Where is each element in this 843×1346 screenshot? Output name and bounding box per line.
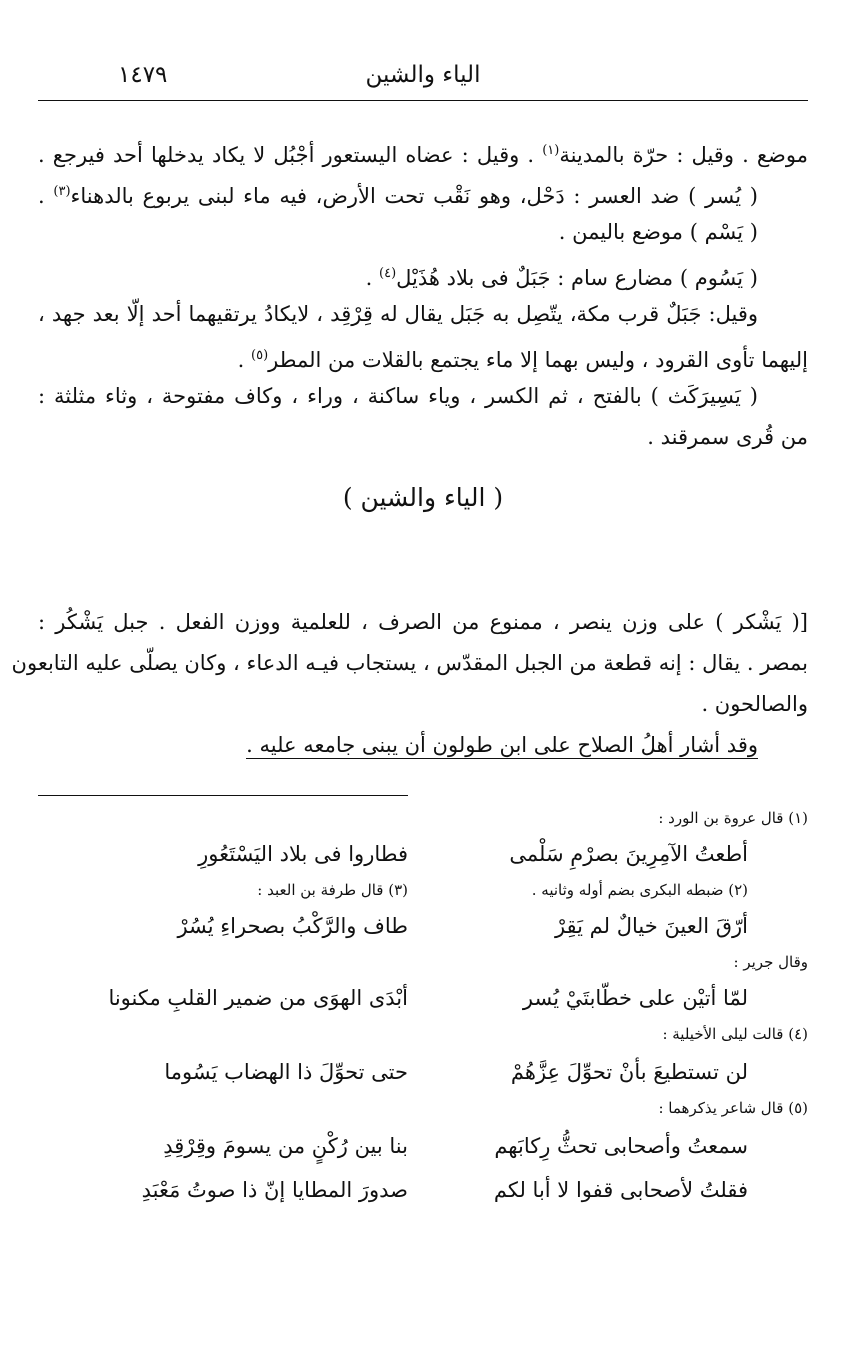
main-text <box>38 130 808 528</box>
verse-hemistich: صدورَ المطايا إنّ ذا صوتُ مَعْبَدِ <box>141 1178 408 1202</box>
text-line: بمصر . يقال : إنه قطعة من الجبل المقدّس ، يستجاب فيـه الدعاء ، وكان يصلّى عليه التابعون <box>11 651 808 675</box>
verse-hemistich: أرّقَ العينَ خيالٌ لم يَقِرْ <box>554 914 748 938</box>
text-segment: . وقيل : عضاه اليستعور أجْبُل لا يكاد يدخلها أحد فيرجع . <box>38 143 535 167</box>
header-title: الياء والشين <box>365 62 481 88</box>
footnote-label: (٥) قال شاعر يذكرهما : <box>658 1099 808 1117</box>
verse-line <box>38 1124 808 1168</box>
section-text <box>11 602 808 766</box>
footnotes <box>38 804 808 1212</box>
footnote-ref: (١) <box>542 143 560 158</box>
verse-hemistich: لن تستطيعَ بأنْ تحوِّلَ عِزَّهُمْ <box>510 1060 748 1084</box>
footnote-ref: (٣) <box>53 184 71 199</box>
header-divider <box>38 100 808 101</box>
text-line: ( يَسُوم ) مضارع سام : جَبَلٌ فى بلاد هُذَيْل$^{(٤)}$ . <box>365 266 758 290</box>
verse-hemistich: طاف والرَّكْبُ بصحراءِ يُسُرْ <box>177 914 408 938</box>
footnote-ref: (٥) <box>251 348 269 363</box>
text-line: [( يَشْكر ) على وزن ينصر ، ممنوع من الصرف ، للعلمية ووزن الفعل . جبل يَشْكُر : <box>38 610 808 634</box>
verse-line <box>38 832 808 876</box>
footnote-label-pair <box>38 876 808 904</box>
page-number: ١٤٧٩ <box>118 62 168 88</box>
text-line: وقيل: جَبَلٌ قرب مكة، يتّصِل به جَبَل يقال له قِرْقِد ، لايكادُ يرتقيهما أحد إلّا بعد جهد ، <box>38 302 758 326</box>
text-line <box>38 130 808 171</box>
verse-line <box>38 1168 808 1212</box>
text-line: والصالحون . <box>701 692 808 716</box>
footnote-label: (٤) قالت ليلى الأخيلية : <box>662 1025 808 1043</box>
section-heading: ( الياء والشين ) <box>342 483 504 512</box>
verse-line <box>38 1050 808 1094</box>
footnote-label: (٢) ضبطه البكرى بضم أوله وثانيه . <box>531 881 748 899</box>
footnote-label: (٣) قال طرفة بن العبد : <box>257 881 408 899</box>
text-segment: ( يُسر ) ضد العسر : دَحْل، وهو نَقْب تحت الأرض، فيه ماء لبنى يربوع بالدهناء <box>70 184 758 208</box>
verse-hemistich: فطاروا فى بلاد اليَسْتَعُورِ <box>198 842 408 866</box>
text-line: ( يَسِيرَكَث ) بالفتح ، ثم الكسر ، وياء ساكنة ، وراء ، وكاف مفتوحة ، وثاء مثلثة : <box>38 384 758 408</box>
running-header <box>38 58 808 98</box>
text-segment: إليهما تأوى القرود ، وليس بهما إلا ماء يجتمع بالقلات من المطر <box>268 348 808 372</box>
verse-hemistich: أبْدَى الهوَى من ضمير القلبِ مكنونا <box>108 986 408 1010</box>
text-segment: ( يَسُوم ) مضارع سام : جَبَلٌ فى بلاد هُذَيْل <box>396 266 758 290</box>
verse-hemistich: فقلتُ لأصحابى قفوا لا أبا لكم <box>493 1178 748 1202</box>
text-line: ( يَسْم ) موضع باليمن . <box>558 220 758 244</box>
text-line: ( يُسر ) ضد العسر : دَحْل، وهو نَقْب تحت الأرض، فيه ماء لبنى يربوع بالدهناء$^{(٣)}$ . <box>38 184 758 208</box>
verse-hemistich: بنا بين رُكْنٍ من يسومَ وقِرْقِدِ <box>163 1134 408 1158</box>
text-segment: موضع . وقيل : حرّة بالمدينة <box>559 143 808 167</box>
footnote-divider <box>38 795 408 796</box>
footnote-label: وقال جرير : <box>733 953 808 971</box>
verse-hemistich: سمعتُ وأصحابى تحثُّ رِكابَهم <box>494 1134 748 1158</box>
verse-line <box>38 904 808 948</box>
verse-hemistich: لمّا أتيْن على خطّابتَيْ يُسر <box>522 986 748 1010</box>
text-line <box>38 725 808 766</box>
text-line: إليهما تأوى القرود ، وليس بهما إلا ماء يجتمع بالقلات من المطر$^{(٥)}$ . <box>237 348 808 372</box>
verse-hemistich: حتى تحوِّلَ ذا الهضاب يَسُوما <box>164 1060 408 1084</box>
text-line: من قُرى سمرقند . <box>647 425 808 449</box>
verse-hemistich: أطعتُ الآمِرِينَ بصرْمِ سَلْمى <box>509 842 748 866</box>
footnote-ref: (٤) <box>379 266 397 281</box>
verse-line <box>38 976 808 1020</box>
text-segment: وقد أشار أهلُ الصلاح على ابن طولون أن يبنى جامعه عليه . <box>246 733 758 757</box>
footnote-label: (١) قال عروة بن الورد : <box>658 809 808 827</box>
